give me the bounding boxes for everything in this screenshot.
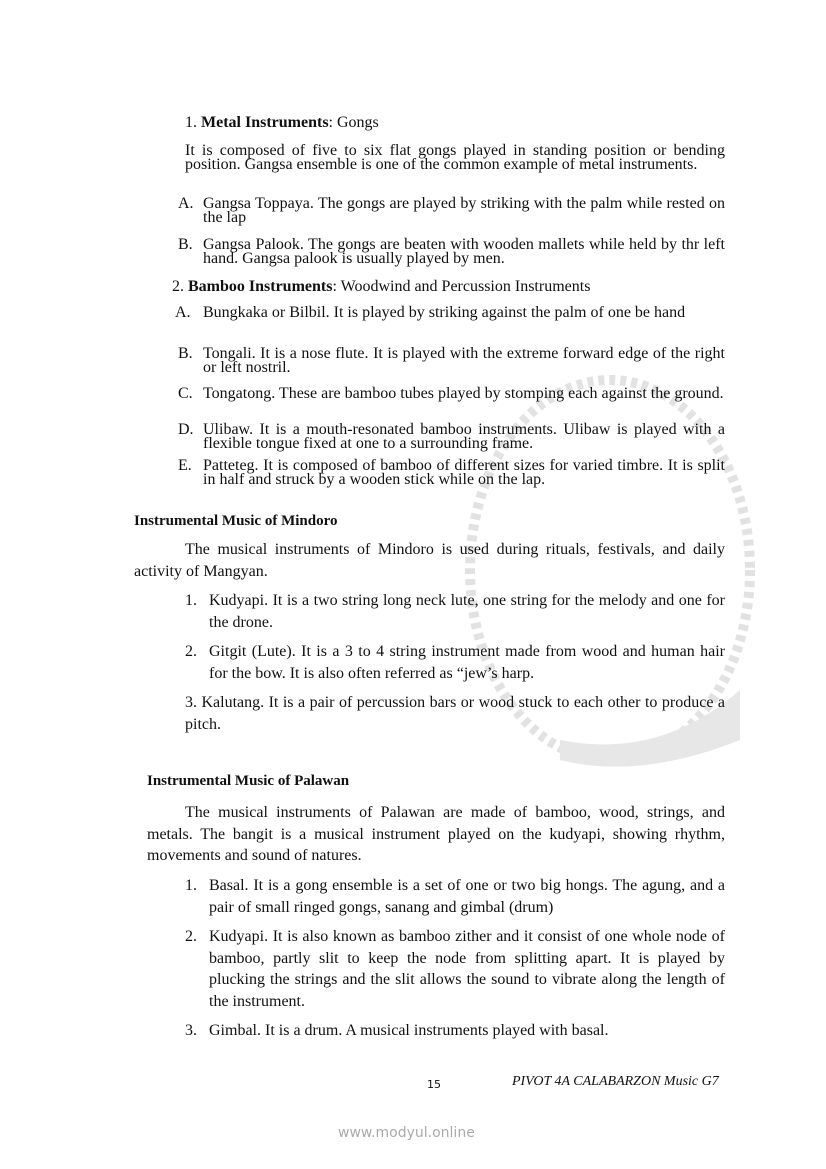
- bamboo-item-a: [175, 306, 725, 320]
- bamboo-item-e: [178, 459, 725, 486]
- metal-instruments-heading: [185, 114, 379, 132]
- item-text: Gitgit (Lute). It is a 3 to 4 string instrument made from wood and human hair for the bow. It is also often referred as “jew’s harp.: [209, 643, 725, 682]
- site-watermark: www.modyul.online: [338, 1125, 475, 1141]
- item-label: 2.: [185, 643, 197, 660]
- mindoro-item-3: 3. Kalutang. It is a pair of percussion bars or wood stuck to each other to produce a pitch.: [185, 694, 725, 733]
- bamboo-item-c: [178, 387, 725, 401]
- page-number: 15: [427, 1078, 441, 1091]
- item-text: Ulibaw. It is a mouth-resonated bamboo instruments. Ulibaw is played with a flexible tongue fixed at one to a surrounding frame.: [203, 421, 725, 452]
- item-text: Kudyapi. It is a two string long neck lute, one string for the melody and one for the drone.: [209, 592, 725, 631]
- bamboo-item-b: [178, 347, 725, 374]
- heading-number: 2.: [172, 278, 184, 295]
- item-text: Basal. It is a gong ensemble is a set of one or two big hongs. The agung, and a pair of small ringed gongs, sanang and gimbal (drum): [209, 877, 725, 916]
- item-text: Tongatong. These are bamboo tubes played by stomping each against the ground.: [203, 385, 724, 402]
- item-label: D.: [178, 421, 194, 438]
- palawan-item-3: [185, 1020, 725, 1042]
- mindoro-heading: Instrumental Music of Mindoro: [134, 513, 338, 529]
- item-label: 1.: [185, 592, 197, 609]
- item-text: Gangsa Palook. The gongs are beaten with wooden mallets while held by thr left hand. Gangsa palook is usually played by men.: [203, 236, 725, 267]
- metal-description: It is composed of five to six flat gongs played in standing position or bending position. Gangsa ensemble is one of the common example of metal instruments.: [185, 142, 725, 173]
- palawan-item-1: [185, 875, 725, 918]
- item-label: 3.: [185, 1022, 197, 1039]
- heading-rest: : Gongs: [328, 114, 379, 131]
- palawan-item-2: [185, 926, 725, 1012]
- mindoro-intro: The musical instruments of Mindoro is used during rituals, festivals, and daily activity of Mangyan.: [134, 541, 725, 580]
- heading-rest: : Woodwind and Percussion Instruments: [332, 278, 591, 295]
- heading-bold: Bamboo Instruments: [188, 278, 333, 295]
- metal-item-a: [178, 197, 725, 224]
- item-label: B.: [178, 345, 193, 362]
- item-text: Gimbal. It is a drum. A musical instruments played with basal.: [209, 1022, 609, 1039]
- bamboo-instruments-heading: [172, 278, 590, 296]
- heading-number: 1.: [185, 114, 197, 131]
- palawan-intro: The musical instruments of Palawan are made of bamboo, wood, strings, and metals. The bangit is a musical instrument played on the kudyapi, showing rhythm, movements and sound of natures.: [147, 804, 725, 864]
- item-text: Bungkaka or Bilbil. It is played by striking against the palm of one be hand: [203, 304, 686, 321]
- item-label: A.: [175, 304, 191, 321]
- footer-title: PIVOT 4A CALABARZON Music G7: [512, 1074, 719, 1089]
- item-label: C.: [178, 385, 193, 402]
- item-text: Gangsa Toppaya. The gongs are played by striking with the palm while rested on the lap: [203, 195, 725, 226]
- metal-item-b: [178, 238, 725, 265]
- item-label: 1.: [185, 877, 197, 894]
- mindoro-item-1: [185, 590, 725, 633]
- item-text: Patteteg. It is composed of bamboo of different sizes for varied timbre. It is split in half and struck by a wooden stick while on the lap.: [203, 457, 725, 488]
- heading-bold: Metal Instruments: [201, 114, 329, 131]
- item-label: A.: [178, 195, 194, 212]
- item-label: 2.: [185, 928, 197, 945]
- mindoro-item-2: [185, 641, 725, 684]
- item-label: E.: [178, 457, 192, 474]
- item-label: B.: [178, 236, 193, 253]
- palawan-heading: Instrumental Music of Palawan: [147, 773, 350, 789]
- item-text: Kudyapi. It is also known as bamboo zither and it consist of one whole node of bamboo, partly slit to keep the node from splitting apart. It is played by plucking the strings and the slit allows the sound to vibrate along the length of the instrument.: [209, 928, 725, 1010]
- item-text: Tongali. It is a nose flute. It is played with the extreme forward edge of the right or left nostril.: [203, 345, 725, 376]
- bamboo-item-d: [178, 423, 725, 450]
